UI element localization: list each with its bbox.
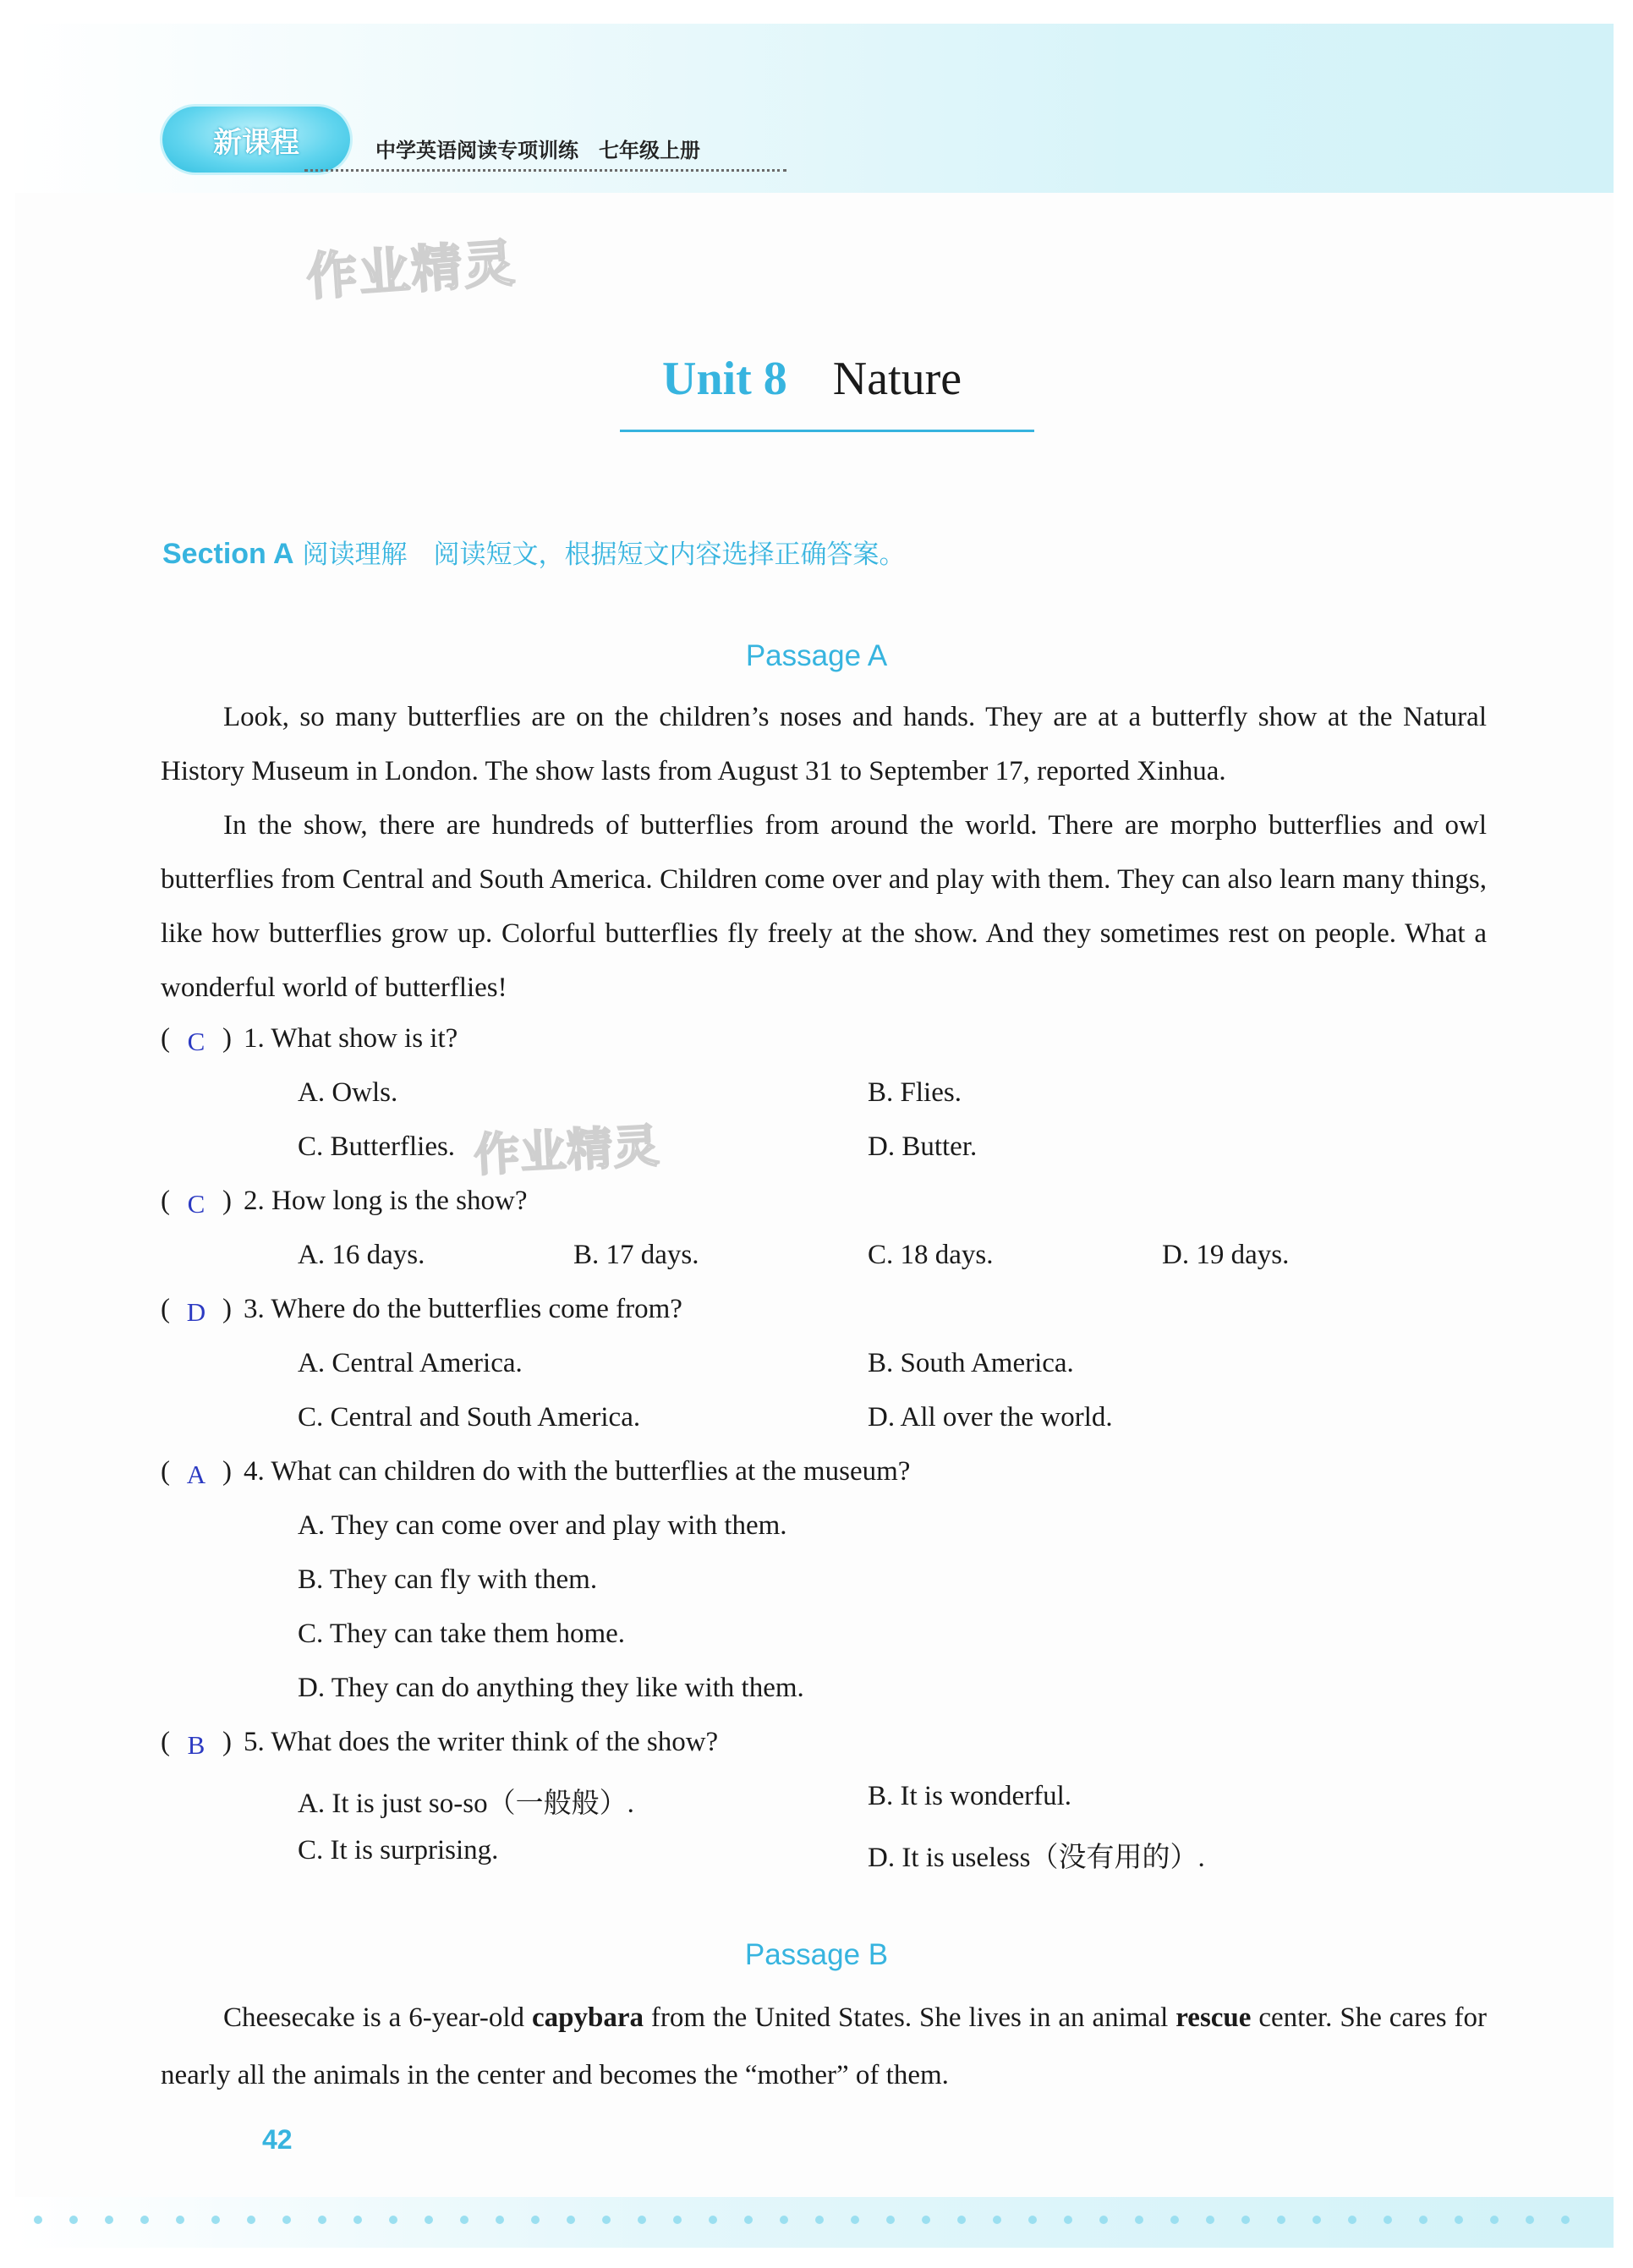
footer-dot xyxy=(496,2216,504,2224)
footer-dot xyxy=(1028,2216,1037,2224)
header-dotted-rule xyxy=(304,169,786,172)
footer-dot xyxy=(886,2216,895,2224)
footer-dot xyxy=(957,2216,966,2224)
book-title: 中学英语阅读专项训练 七年级上册 xyxy=(375,139,700,162)
footer-band xyxy=(15,2197,1614,2248)
question-4 xyxy=(161,1456,910,1487)
series-badge-text: 新课程 xyxy=(213,125,299,160)
paren-open: ( xyxy=(161,1456,170,1487)
footer-dot xyxy=(425,2216,433,2224)
answer-3: D xyxy=(186,1297,206,1327)
footer-dot xyxy=(460,2216,469,2224)
footer-dot xyxy=(1241,2216,1250,2224)
q4-option-c: C. They can take them home. xyxy=(298,1619,626,1649)
question-2-number: 2. xyxy=(244,1186,265,1216)
question-2 xyxy=(161,1186,527,1217)
footer-dot xyxy=(1561,2216,1570,2224)
footer-dot xyxy=(1206,2216,1214,2224)
question-3 xyxy=(161,1294,682,1325)
footer-dot xyxy=(211,2216,220,2224)
section-label: Section A xyxy=(162,538,294,570)
footer-dot xyxy=(780,2216,788,2224)
q3-option-a: A. Central America. xyxy=(298,1348,523,1378)
passage-b-text-2: from the United States. She lives in an animal xyxy=(643,2002,1176,2033)
footer-dot xyxy=(744,2216,753,2224)
series-badge xyxy=(162,107,350,173)
q4-option-b: B. They can fly with them. xyxy=(298,1564,598,1595)
footer-dot xyxy=(1526,2216,1534,2224)
paren-open: ( xyxy=(161,1727,170,1757)
vocab-rescue: rescue xyxy=(1175,2002,1252,2033)
footer-dot xyxy=(1312,2216,1321,2224)
q5-option-b: B. It is wonderful. xyxy=(868,1781,1072,1811)
q1-option-d: D. Butter. xyxy=(868,1131,978,1162)
answer-2: C xyxy=(187,1189,205,1219)
question-3-text: Where do the butterflies come from? xyxy=(271,1294,682,1324)
passage-b-text-1: Cheesecake is a 6-year-old xyxy=(223,2002,532,2033)
footer-dot xyxy=(1419,2216,1428,2224)
unit-title xyxy=(662,352,962,406)
question-4-text: What can children do with the butterflies at the museum? xyxy=(271,1456,911,1487)
q1-option-b: B. Flies. xyxy=(868,1077,962,1108)
unit-label: Unit 8 xyxy=(662,353,787,405)
footer-dot xyxy=(1348,2216,1356,2224)
paren-close: ) xyxy=(222,1294,232,1324)
paren-close: ) xyxy=(222,1186,232,1216)
q2-option-a: A. 16 days. xyxy=(298,1240,425,1270)
watermark-inline: 作业精灵 xyxy=(472,1119,661,1182)
paren-close: ) xyxy=(222,1023,232,1054)
paren-close: ) xyxy=(222,1456,232,1487)
footer-dot xyxy=(1277,2216,1285,2224)
question-1 xyxy=(161,1023,458,1055)
footer-dot xyxy=(673,2216,682,2224)
question-1-number: 1. xyxy=(244,1023,265,1054)
footer-dot xyxy=(1099,2216,1108,2224)
paren-open: ( xyxy=(161,1023,170,1054)
paren-open: ( xyxy=(161,1186,170,1216)
q3-option-b: B. South America. xyxy=(868,1348,1074,1378)
footer-dot xyxy=(247,2216,255,2224)
passage-a-paragraph-2: In the show, there are hundreds of butterflies from around the world. There are morpho butterflies and owl butterflies from Central and South America. Children come over and play with them. They can also learn many things, like how butterflies grow up. Colorful butterflies fly freely at the show. And they sometimes rest on people. What a wonderful world of butterflies! xyxy=(161,810,1487,1003)
q2-option-b: B. 17 days. xyxy=(573,1240,699,1270)
footer-dot xyxy=(389,2216,397,2224)
footer-dot xyxy=(1170,2216,1179,2224)
footer-dot xyxy=(531,2216,540,2224)
paren-close: ) xyxy=(222,1727,232,1757)
passage-a-paragraph-1: Look, so many butterflies are on the children’s noses and hands. They are at a butterfly show at the Natural History Museum in London. The show lasts from August 31 to September 17, reported Xinhua. xyxy=(161,702,1487,786)
q1-option-c: C. Butterflies. xyxy=(298,1131,456,1162)
q5-option-c: C. It is surprising. xyxy=(298,1835,499,1865)
footer-dot xyxy=(1490,2216,1499,2224)
question-4-number: 4. xyxy=(244,1456,265,1487)
footer-dot xyxy=(176,2216,184,2224)
footer-dot xyxy=(1064,2216,1072,2224)
answer-4: A xyxy=(186,1460,206,1489)
q4-option-d: D. They can do anything they like with them. xyxy=(298,1673,804,1703)
question-5-number: 5. xyxy=(244,1727,265,1757)
page-number: 42 xyxy=(262,2124,293,2155)
question-2-text: How long is the show? xyxy=(271,1186,528,1216)
footer-dot xyxy=(1135,2216,1143,2224)
footer-dot xyxy=(567,2216,575,2224)
unit-name: Nature xyxy=(832,353,962,405)
footer-dot xyxy=(922,2216,930,2224)
q2-option-c: C. 18 days. xyxy=(868,1240,994,1270)
section-instruction: 阅读理解 阅读短文，根据短文内容选择正确答案。 xyxy=(302,540,906,570)
footer-dot xyxy=(105,2216,113,2224)
paren-open: ( xyxy=(161,1294,170,1324)
footer-dot xyxy=(815,2216,824,2224)
footer-dot xyxy=(602,2216,611,2224)
footer-dot xyxy=(34,2216,42,2224)
footer-dot xyxy=(638,2216,646,2224)
watermark: 作业精灵 xyxy=(304,233,518,308)
footer-dot xyxy=(69,2216,78,2224)
footer-dot xyxy=(709,2216,717,2224)
answer-5: B xyxy=(187,1730,205,1760)
footer-dot xyxy=(1384,2216,1392,2224)
q3-option-d: D. All over the world. xyxy=(868,1402,1113,1433)
passage-b-text-3: center. She cares for nearly all the animals in the center and becomes the “mother” of them. xyxy=(161,2002,1488,2090)
footer-dot xyxy=(1455,2216,1463,2224)
passage-b-title: Passage B xyxy=(744,1938,889,1971)
vocab-capybara: capybara xyxy=(531,2002,644,2033)
section-heading xyxy=(162,533,906,571)
footer-dot xyxy=(282,2216,291,2224)
footer-dot xyxy=(353,2216,362,2224)
answer-1: C xyxy=(187,1027,205,1056)
question-1-text: What show is it? xyxy=(271,1023,458,1054)
q4-option-a: A. They can come over and play with them. xyxy=(298,1510,787,1541)
unit-title-underline xyxy=(620,430,1034,432)
passage-a-title: Passage A xyxy=(745,639,888,672)
question-5-text: What does the writer think of the show? xyxy=(271,1727,719,1757)
passage-b-paragraph xyxy=(161,1989,1487,2104)
q1-option-a: A. Owls. xyxy=(298,1077,398,1108)
q2-option-d: D. 19 days. xyxy=(1162,1240,1290,1270)
question-3-number: 3. xyxy=(244,1294,265,1324)
question-5 xyxy=(161,1727,718,1758)
footer-dot xyxy=(140,2216,149,2224)
q5-option-d: D. It is useless（没有用的）. xyxy=(868,1843,1205,1873)
footer-dot xyxy=(318,2216,326,2224)
footer-dot xyxy=(851,2216,859,2224)
footer-dot xyxy=(993,2216,1001,2224)
q3-option-c: C. Central and South America. xyxy=(298,1402,641,1433)
q5-option-a: A. It is just so-so（一般般）. xyxy=(298,1789,634,1819)
